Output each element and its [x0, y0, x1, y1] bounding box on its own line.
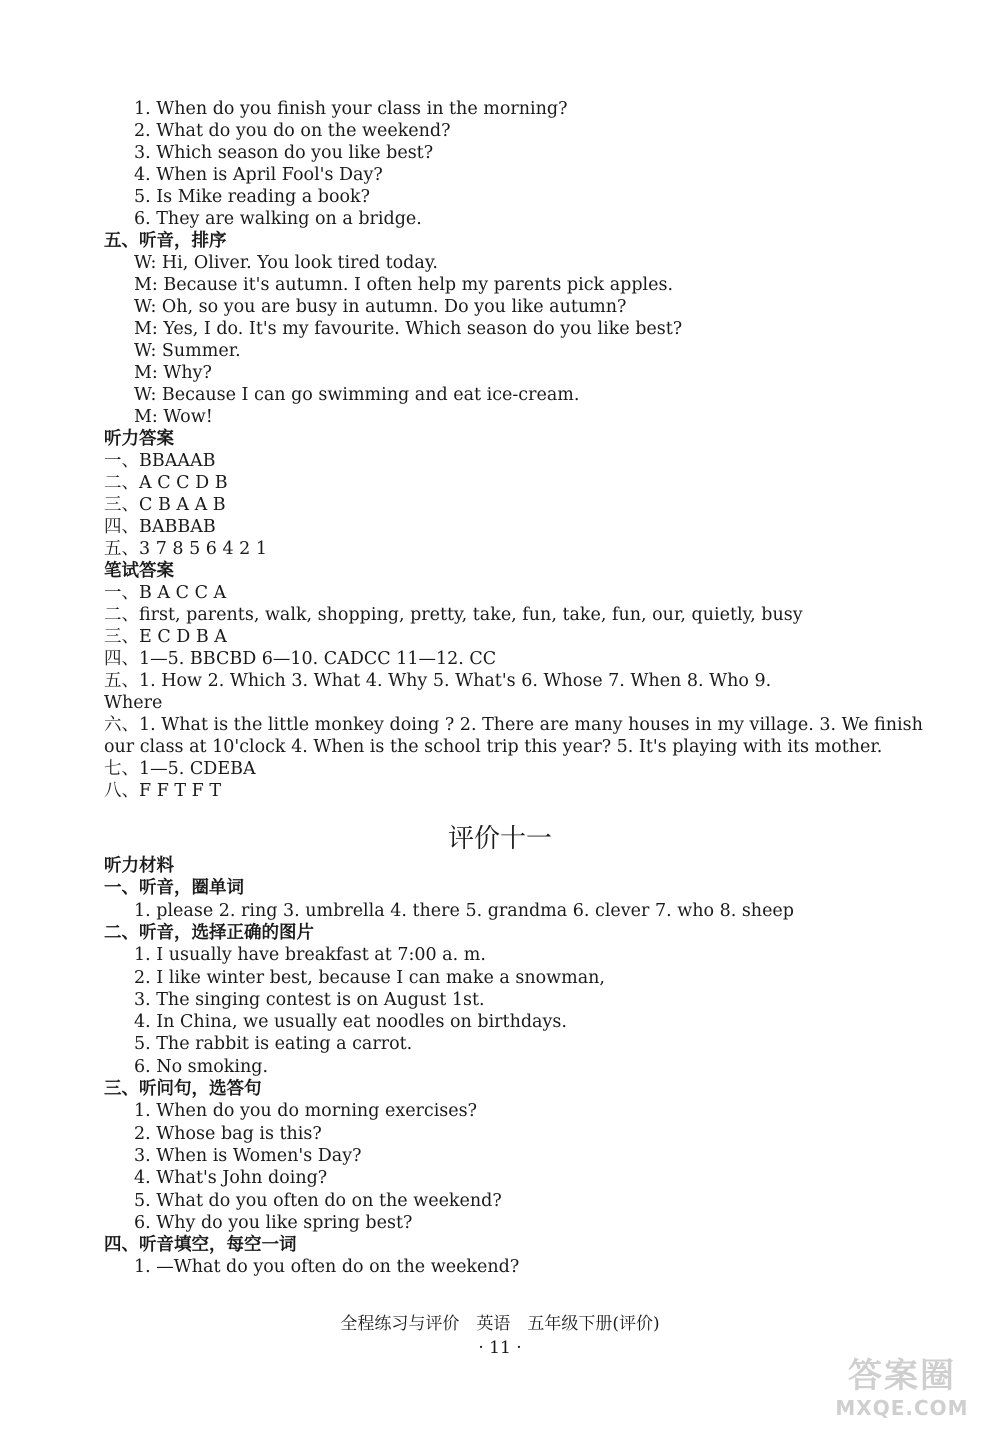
- text-line: Where: [104, 693, 163, 713]
- text-line: 6. Why do you like spring best?: [134, 1212, 413, 1233]
- text-line: our class at 10'clock 4. When is the school trip this year? 5. It's playing with its mother.: [104, 737, 883, 757]
- section-heading: 五、听音，排序: [104, 231, 227, 251]
- text-line: 6. They are walking on a bridge.: [134, 209, 422, 229]
- text-line: 3. Which season do you like best?: [134, 143, 434, 163]
- text-line: 2. Whose bag is this?: [134, 1123, 322, 1144]
- text-line: 3. When is Women's Day?: [134, 1145, 362, 1166]
- text-line: 七、1—5. CDEBA: [104, 759, 256, 779]
- watermark-logo: [818, 1356, 986, 1426]
- section-heading: 听力材料: [104, 856, 174, 876]
- text-line: 四、BABBAB: [104, 517, 216, 537]
- text-line: M: Why?: [134, 363, 212, 383]
- watermark-text: 答案圈: [848, 1356, 956, 1396]
- text-line: 五、1. How 2. Which 3. What 4. Why 5. What's 6. Whose 7. When 8. Who 9.: [104, 671, 772, 691]
- text-line: 5. What do you often do on the weekend?: [134, 1190, 502, 1211]
- text-line: M: Yes, I do. It's my favourite. Which season do you like best?: [134, 319, 683, 339]
- watermark-url: MXQE.COM: [835, 1396, 969, 1420]
- section-heading: 三、听问句，选答句: [104, 1079, 262, 1099]
- text-line: 2. I like winter best, because I can make a snowman,: [134, 967, 605, 988]
- text-line: 一、B A C C A: [104, 583, 227, 603]
- text-line: W: Hi, Oliver. You look tired today.: [134, 253, 438, 273]
- text-line: 2. What do you do on the weekend?: [134, 121, 451, 141]
- section-heading: 笔试答案: [104, 561, 174, 581]
- section-heading: 一、听音，圈单词: [104, 878, 244, 899]
- text-line: 八、F F T F T: [104, 781, 222, 801]
- text-line: W: Summer.: [134, 341, 241, 361]
- page-number: · 11 ·: [478, 1338, 522, 1358]
- text-line: M: Because it's autumn. I often help my parents pick apples.: [134, 275, 674, 295]
- section-heading: 二、听音，选择正确的图片: [104, 922, 314, 943]
- text-line: 六、1. What is the little monkey doing ? 2. There are many houses in my village. 3. We finish: [104, 715, 923, 735]
- text-line: 4. What's John doing?: [134, 1168, 328, 1189]
- text-line: 三、E C D B A: [104, 627, 227, 647]
- text-line: 1. please 2. ring 3. umbrella 4. there 5. grandma 6. clever 7. who 8. sheep: [134, 900, 794, 921]
- text-line: 一、BBAAAB: [104, 451, 216, 471]
- text-line: W: Because I can go swimming and eat ice-cream.: [134, 385, 580, 405]
- section-heading: 四、听音填空，每空一词: [104, 1235, 297, 1256]
- text-line: 1. I usually have breakfast at 7:00 a. m.: [134, 945, 486, 966]
- text-line: 1. —What do you often do on the weekend?: [134, 1257, 520, 1278]
- text-line: 4. In China, we usually eat noodles on birthdays.: [134, 1012, 567, 1033]
- footer-book-title: 全程练习与评价 英语 五年级下册(评价): [340, 1314, 660, 1334]
- text-line: 4. When is April Fool's Day?: [134, 165, 383, 185]
- text-line: 四、1—5. BBCBD 6—10. CADCC 11—12. CC: [104, 649, 497, 669]
- text-line: 6. No smoking.: [134, 1056, 269, 1077]
- text-line: 三、C B A A B: [104, 495, 226, 515]
- text-line: 1. When do you do morning exercises?: [134, 1101, 478, 1122]
- text-line: M: Wow!: [134, 407, 213, 427]
- text-line: 五、3 7 8 5 6 4 2 1: [104, 539, 268, 559]
- text-line: 3. The singing contest is on August 1st.: [134, 989, 485, 1010]
- text-line: W: Oh, so you are busy in autumn. Do you like autumn?: [134, 297, 627, 317]
- text-line: 二、A C C D B: [104, 473, 228, 493]
- text-line: 1. When do you finish your class in the morning?: [134, 99, 568, 119]
- section-title: 评价十一: [447, 824, 552, 854]
- text-line: 二、first, parents, walk, shopping, pretty, take, fun, take, fun, our, quietly, busy: [104, 605, 803, 625]
- text-line: 5. Is Mike reading a book?: [134, 187, 371, 207]
- text-line: 5. The rabbit is eating a carrot.: [134, 1034, 413, 1055]
- section-heading: 听力答案: [104, 429, 174, 449]
